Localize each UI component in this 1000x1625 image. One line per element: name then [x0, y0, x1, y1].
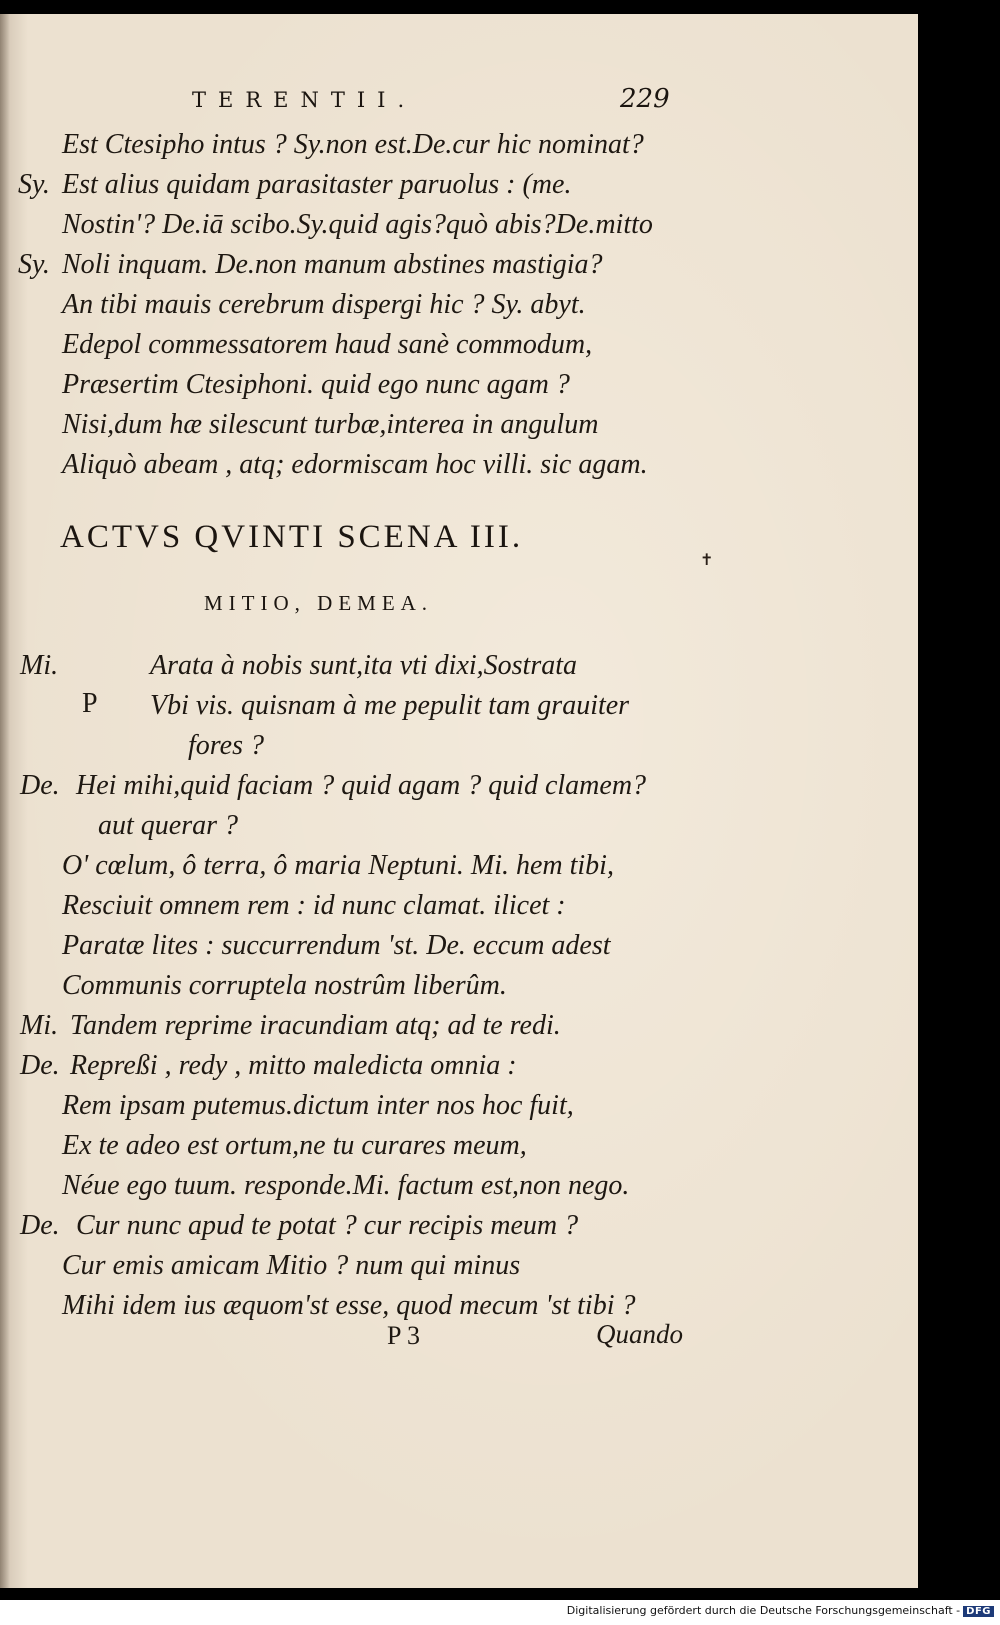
speaker-label: Sy.: [18, 169, 50, 200]
speaker-label: Mi.: [20, 1010, 59, 1041]
scene-characters: MITIO, DEMEA.: [204, 591, 434, 615]
verse-line: Est alius quidam parasitaster paruolus : (me.: [62, 169, 572, 200]
verse-line: Néue ego tuum. responde.Mi. factum est,non nego.: [62, 1170, 630, 1201]
book-page: [0, 14, 918, 1588]
digitization-footer: [0, 1600, 1000, 1625]
speaker-label: Sy.: [18, 249, 50, 280]
dfg-logo-icon: DFG: [963, 1606, 994, 1617]
verse-line: Nisi,dum hæ silescunt turbæ,interea in angulum: [62, 409, 599, 440]
verse-line: Repreßi , redy , mitto maledicta omnia :: [70, 1050, 517, 1081]
speaker-label: De.: [20, 1210, 60, 1241]
verse-line: Hei mihi,quid faciam ? quid agam ? quid clamem?: [76, 770, 647, 801]
verse-line: Præsertim Ctesiphoni. quid ego nunc agam ?: [62, 369, 570, 400]
verse-line: fores ?: [188, 730, 264, 761]
verse-line: Nostin'? De.iā scibo.Sy.quid agis?quò abis?De.mitto: [62, 209, 653, 240]
verse-line: An tibi mauis cerebrum dispergi hic ? Sy. abyt.: [62, 289, 586, 320]
digitization-credit: [567, 1604, 994, 1617]
marginal-mark: ✝: [700, 550, 714, 569]
spine-shadow: [0, 14, 10, 1588]
verse-line: Cur nunc apud te potat ? cur recipis meum ?: [76, 1210, 579, 1241]
speaker-label: P: [82, 688, 98, 719]
verse-line: Rem ipsam putemus.dictum inter nos hoc fuit,: [62, 1090, 574, 1121]
verse-line: Ex te adeo est ortum,ne tu curares meum,: [62, 1130, 527, 1161]
credit-text: Digitalisierung gefördert durch die Deutsche Forschungsgemeinschaft -: [566, 1604, 961, 1617]
speaker-label: De.: [20, 770, 60, 801]
verse-line: Vbi vis. quisnam à me pepulit tam grauiter: [150, 690, 630, 721]
verse-line: Noli inquam. De.non manum abstines mastigia?: [62, 249, 603, 280]
verse-line: Edepol commessatorem haud sanè commodum,: [62, 329, 593, 360]
verse-line: Mihi idem ius æquom'st esse, quod mecum 'st tibi ?: [62, 1290, 636, 1321]
verse-line: Aliquò abeam , atq; edormiscam hoc villi. sic agam.: [62, 449, 648, 480]
verse-line: Communis corruptela nostrûm liberûm.: [62, 970, 507, 1001]
verse-line: Resciuit omnem rem : id nunc clamat. ilicet :: [62, 890, 566, 921]
page-number: 229: [620, 84, 670, 114]
verse-line: Arata à nobis sunt,ita vti dixi,Sostrata: [150, 650, 578, 681]
signature-mark: P 3: [387, 1321, 420, 1350]
running-title: TERENTII.: [192, 88, 417, 112]
verse-line: aut querar ?: [98, 810, 238, 841]
verse-line: Paratæ lites : succurrendum 'st. De. eccum adest: [62, 930, 611, 961]
speaker-label: De.: [20, 1050, 60, 1081]
verse-line: Tandem reprime iracundiam atq; ad te redi.: [70, 1010, 561, 1041]
verse-line: O' cœlum, ô terra, ô maria Neptuni. Mi. hem tibi,: [62, 850, 614, 881]
verse-line: Est Ctesipho intus ? Sy.non est.De.cur hic nominat?: [62, 129, 644, 160]
speaker-label: Mi.: [20, 650, 59, 681]
scene-heading: ACTVS QVINTI SCENA III.: [60, 519, 524, 555]
verse-line: Cur emis amicam Mitio ? num qui minus: [62, 1250, 521, 1281]
catchword: Quando: [596, 1319, 683, 1349]
